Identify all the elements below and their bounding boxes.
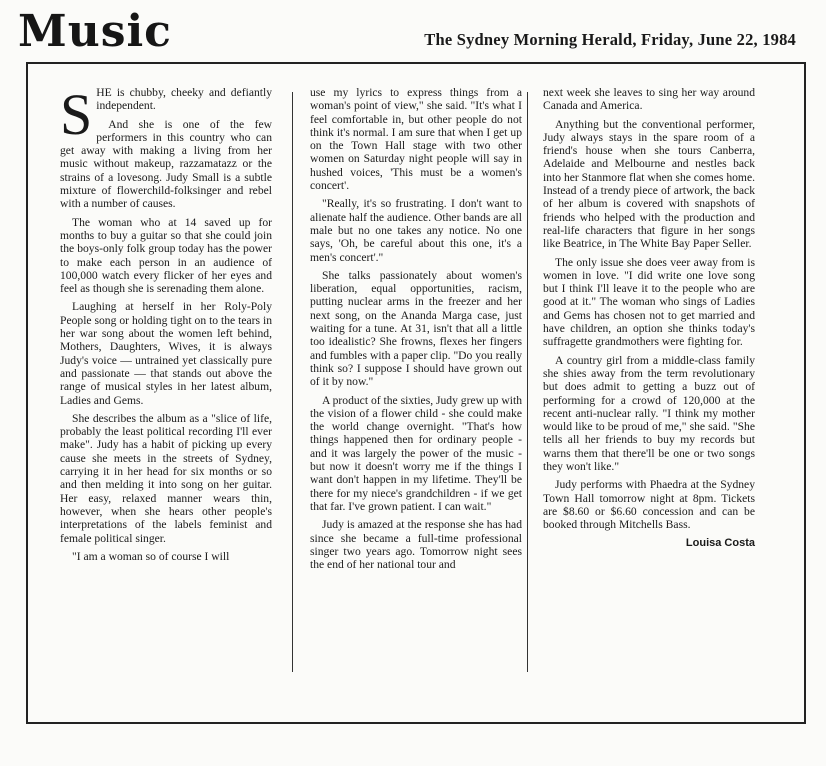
article-paragraph: The only issue she does veer away from is women in love. "I did write one love song but I think I'll leave it to the people who are good at it." The woman who sings of Ladies and Gems has chosen not to get married and have children, an option she thinks today's suffragette grandmothers were fighting for. (543, 255, 755, 349)
article-paragraph: The woman who at 14 saved up for months to buy a guitar so that she could join the boys-only folk group today has the power to make each person in an audience of 100,000 watch every flicker of her eyes and feel as though she is serenading them alone. (60, 215, 272, 296)
article-paragraph: Anything but the conventional performer, Judy always stays in the spare room of a friend's house when she tours Canberra, Adelaide and Melbourne and nestles back into her Stanmore flat when she comes home. Instead of a trendy piece of artwork, the back of her album is covered with snapshots of friends who helped with the production and real-life characters that figure in her songs like Beatrice, in The White Bay Paper Seller. (543, 117, 755, 251)
article-paragraph: Laughing at herself in her Roly-Poly People song or holding tight on to the tears in her war song about the women left behind, Mothers, Daughters, Wives, it is always Judy's voice — untrained yet classically pure and passionate — that stands out above the range of musical styles in her latest album, Ladies and Gems. (60, 300, 272, 407)
article-paragraph: "I am a woman so of course I will (72, 549, 230, 563)
drop-cap: S (60, 82, 93, 147)
masthead: The Sydney Morning Herald, Friday, June 22, 1984 (424, 30, 796, 49)
column-rule (292, 92, 293, 672)
article-paragraph: SHE is chubby, cheeky and defiantly independent. (60, 82, 272, 147)
article-column-3 (543, 86, 755, 550)
byline: Louisa Costa (685, 536, 755, 549)
article-paragraph: "Really, it's so frustrating. I don't want to alienate half the audience. Other bands are all male but no one takes any notice. No one says, 'Oh, be careful about this one, it's a men's concert'." (310, 197, 522, 264)
article-paragraph: And she is one of the few performers in this country who can get away with making a living from her music without makeup, razzamatazz or the strains of a lovesong. Judy Small is a subtle mixture of flowerchild-folksinger and rebel with a number of causes. (60, 117, 272, 211)
article-paragraph: A country girl from a middle-class family she shies away from the term revolutionary but does admit to getting a buzz out of performing for a crowd of 120,000 at the recent anti-nuclear rally. "I think my mother would like to be proud of me," she said. "She tells all her friends to buy my records but warns them that there'll be one or two songs they won't like." (543, 353, 755, 474)
article-paragraph: use my lyrics to express things from a woman's point of view," she said. "It's what I feel comfortable in, but other people do not think it's normal. I am sure that when I get up on the Town Hall stage with two other women on Saturday night people will say in hushed voices, 'This must be a women's concert'. (310, 86, 522, 193)
article-paragraph: Judy performs with Phaedra at the Sydney Town Hall tomorrow night at 8pm. Tickets are $8.60 or $6.60 concession and can be booked through Mitchells Bass. (543, 478, 755, 532)
article-paragraph: She talks passionately about women's liberation, equal opportunities, racism, putting nuclear arms in the freezer and her next song, on the Ananda Marga case, just waiting for a tune. At 31, isn't that all a little too idealistic? She frowns, flexes her fingers and fumbles with a paper clip. "Do you really think so? I suppose I should have grown out of it by now." (310, 268, 522, 389)
article-column-1 (60, 82, 272, 568)
article-paragraph: Judy is amazed at the response she has had since she became a full-time professional singer two years ago. Tomorrow night sees the end of her national tour and (310, 518, 522, 572)
article-paragraph: She describes the album as a "slice of life, probably the least political recording I'll ever make". Judy has a habit of picking up every cause she meets in the streets of Sydney, carrying it in her head for six months or so and then melding it into song on her guitar. Her easy, relaxed manner wears thin, however, when she hears other people's interpretations of the labels feminist and female political singer. (60, 411, 272, 545)
article-paragraph: A product of the sixties, Judy grew up with the vision of a flower child - she could make the world change overnight. "That's how things happened then for ordinary people - and it was largely the power of the music - but now it doesn't worry me if the things I want don't happen in my lifetime. They'll be there for my niece's grandchildren - if we get that far. I've grown patient. I can wait." (310, 393, 522, 513)
column-rule (527, 92, 528, 672)
article-paragraph: next week she leaves to sing her way around Canada and America. (543, 86, 755, 113)
header (18, 6, 796, 57)
section-title: Music (18, 6, 172, 57)
article-column-2 (310, 86, 522, 576)
